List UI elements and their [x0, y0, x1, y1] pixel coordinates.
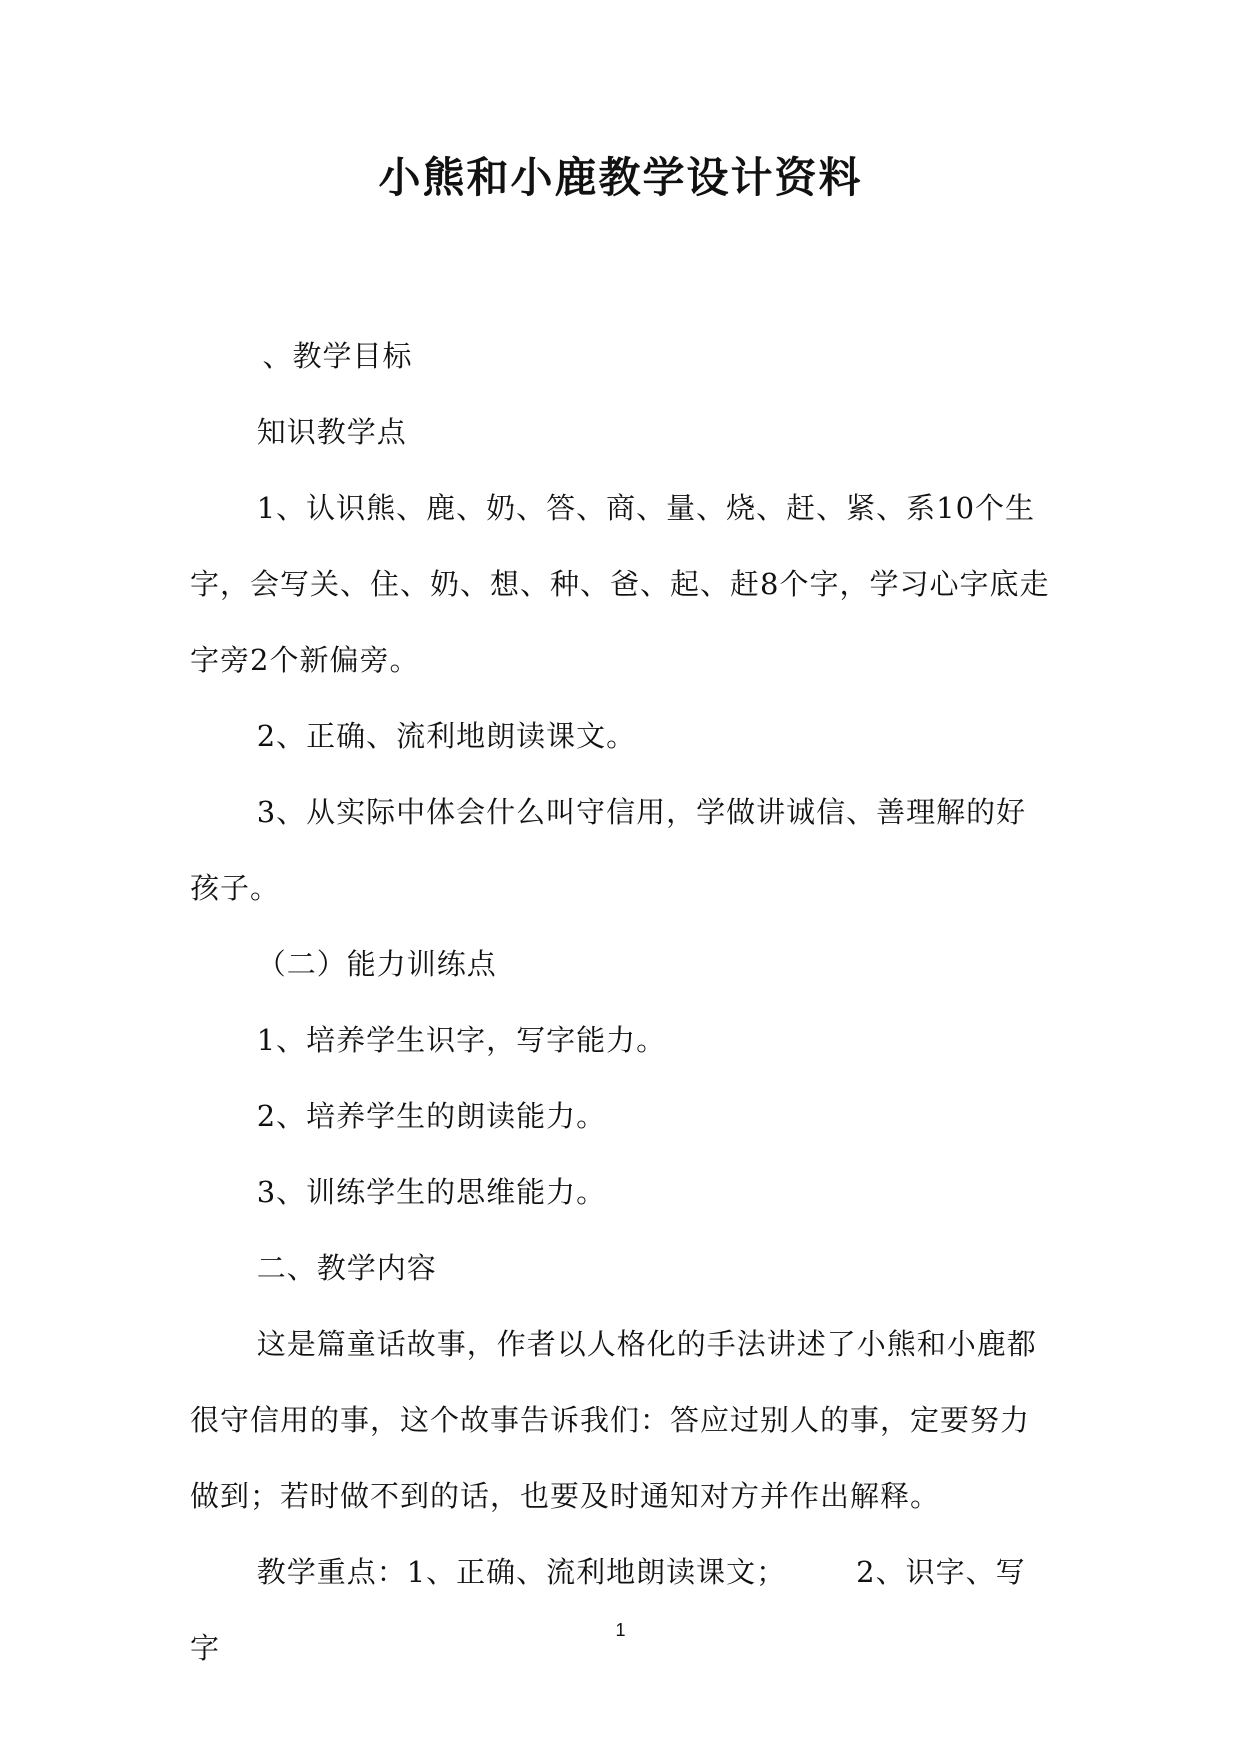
key-points-second: 2、识字、写字 [190, 1555, 1026, 1665]
section-heading-content: 二、教学内容 [256, 1251, 437, 1285]
paragraph-item-2: 2、正确、流利地朗读课文。 [256, 719, 637, 753]
ability-item-1: 1、培养学生识字，写字能力。 [256, 1023, 667, 1057]
section-heading-objectives: 、教学目标 [262, 339, 413, 373]
paragraph-item-3: 3、从实际中体会什么叫守信用，学做讲诚信、善理解的好孩子。 [190, 795, 1027, 905]
subheading-knowledge: 知识教学点 [256, 415, 407, 449]
ability-item-2: 2、培养学生的朗读能力。 [256, 1099, 607, 1133]
key-points-first: 教学重点：1、正确、流利地朗读课文； [256, 1555, 787, 1589]
subheading-ability: （二）能力训练点 [256, 947, 497, 981]
ability-item-3: 3、训练学生的思维能力。 [256, 1175, 607, 1209]
paragraph-item-1: 1、认识熊、鹿、奶、答、商、量、烧、赶、紧、系10个生字，会写关、住、奶、想、种、爸、起、赶8个字，学习心字底走字旁2个新偏旁。 [190, 491, 1050, 677]
page-number: 1 [615, 1620, 626, 1640]
document-body [190, 318, 1050, 1686]
page-title: 小熊和小鹿教学设计资料 [378, 153, 863, 202]
key-points-paragraph [190, 1534, 1050, 1686]
content-paragraph: 这是篇童话故事，作者以人格化的手法讲述了小熊和小鹿都很守信用的事，这个故事告诉我们：答应过别人的事，定要努力做到；若时做不到的话，也要及时通知对方并作出解释。 [190, 1327, 1037, 1513]
